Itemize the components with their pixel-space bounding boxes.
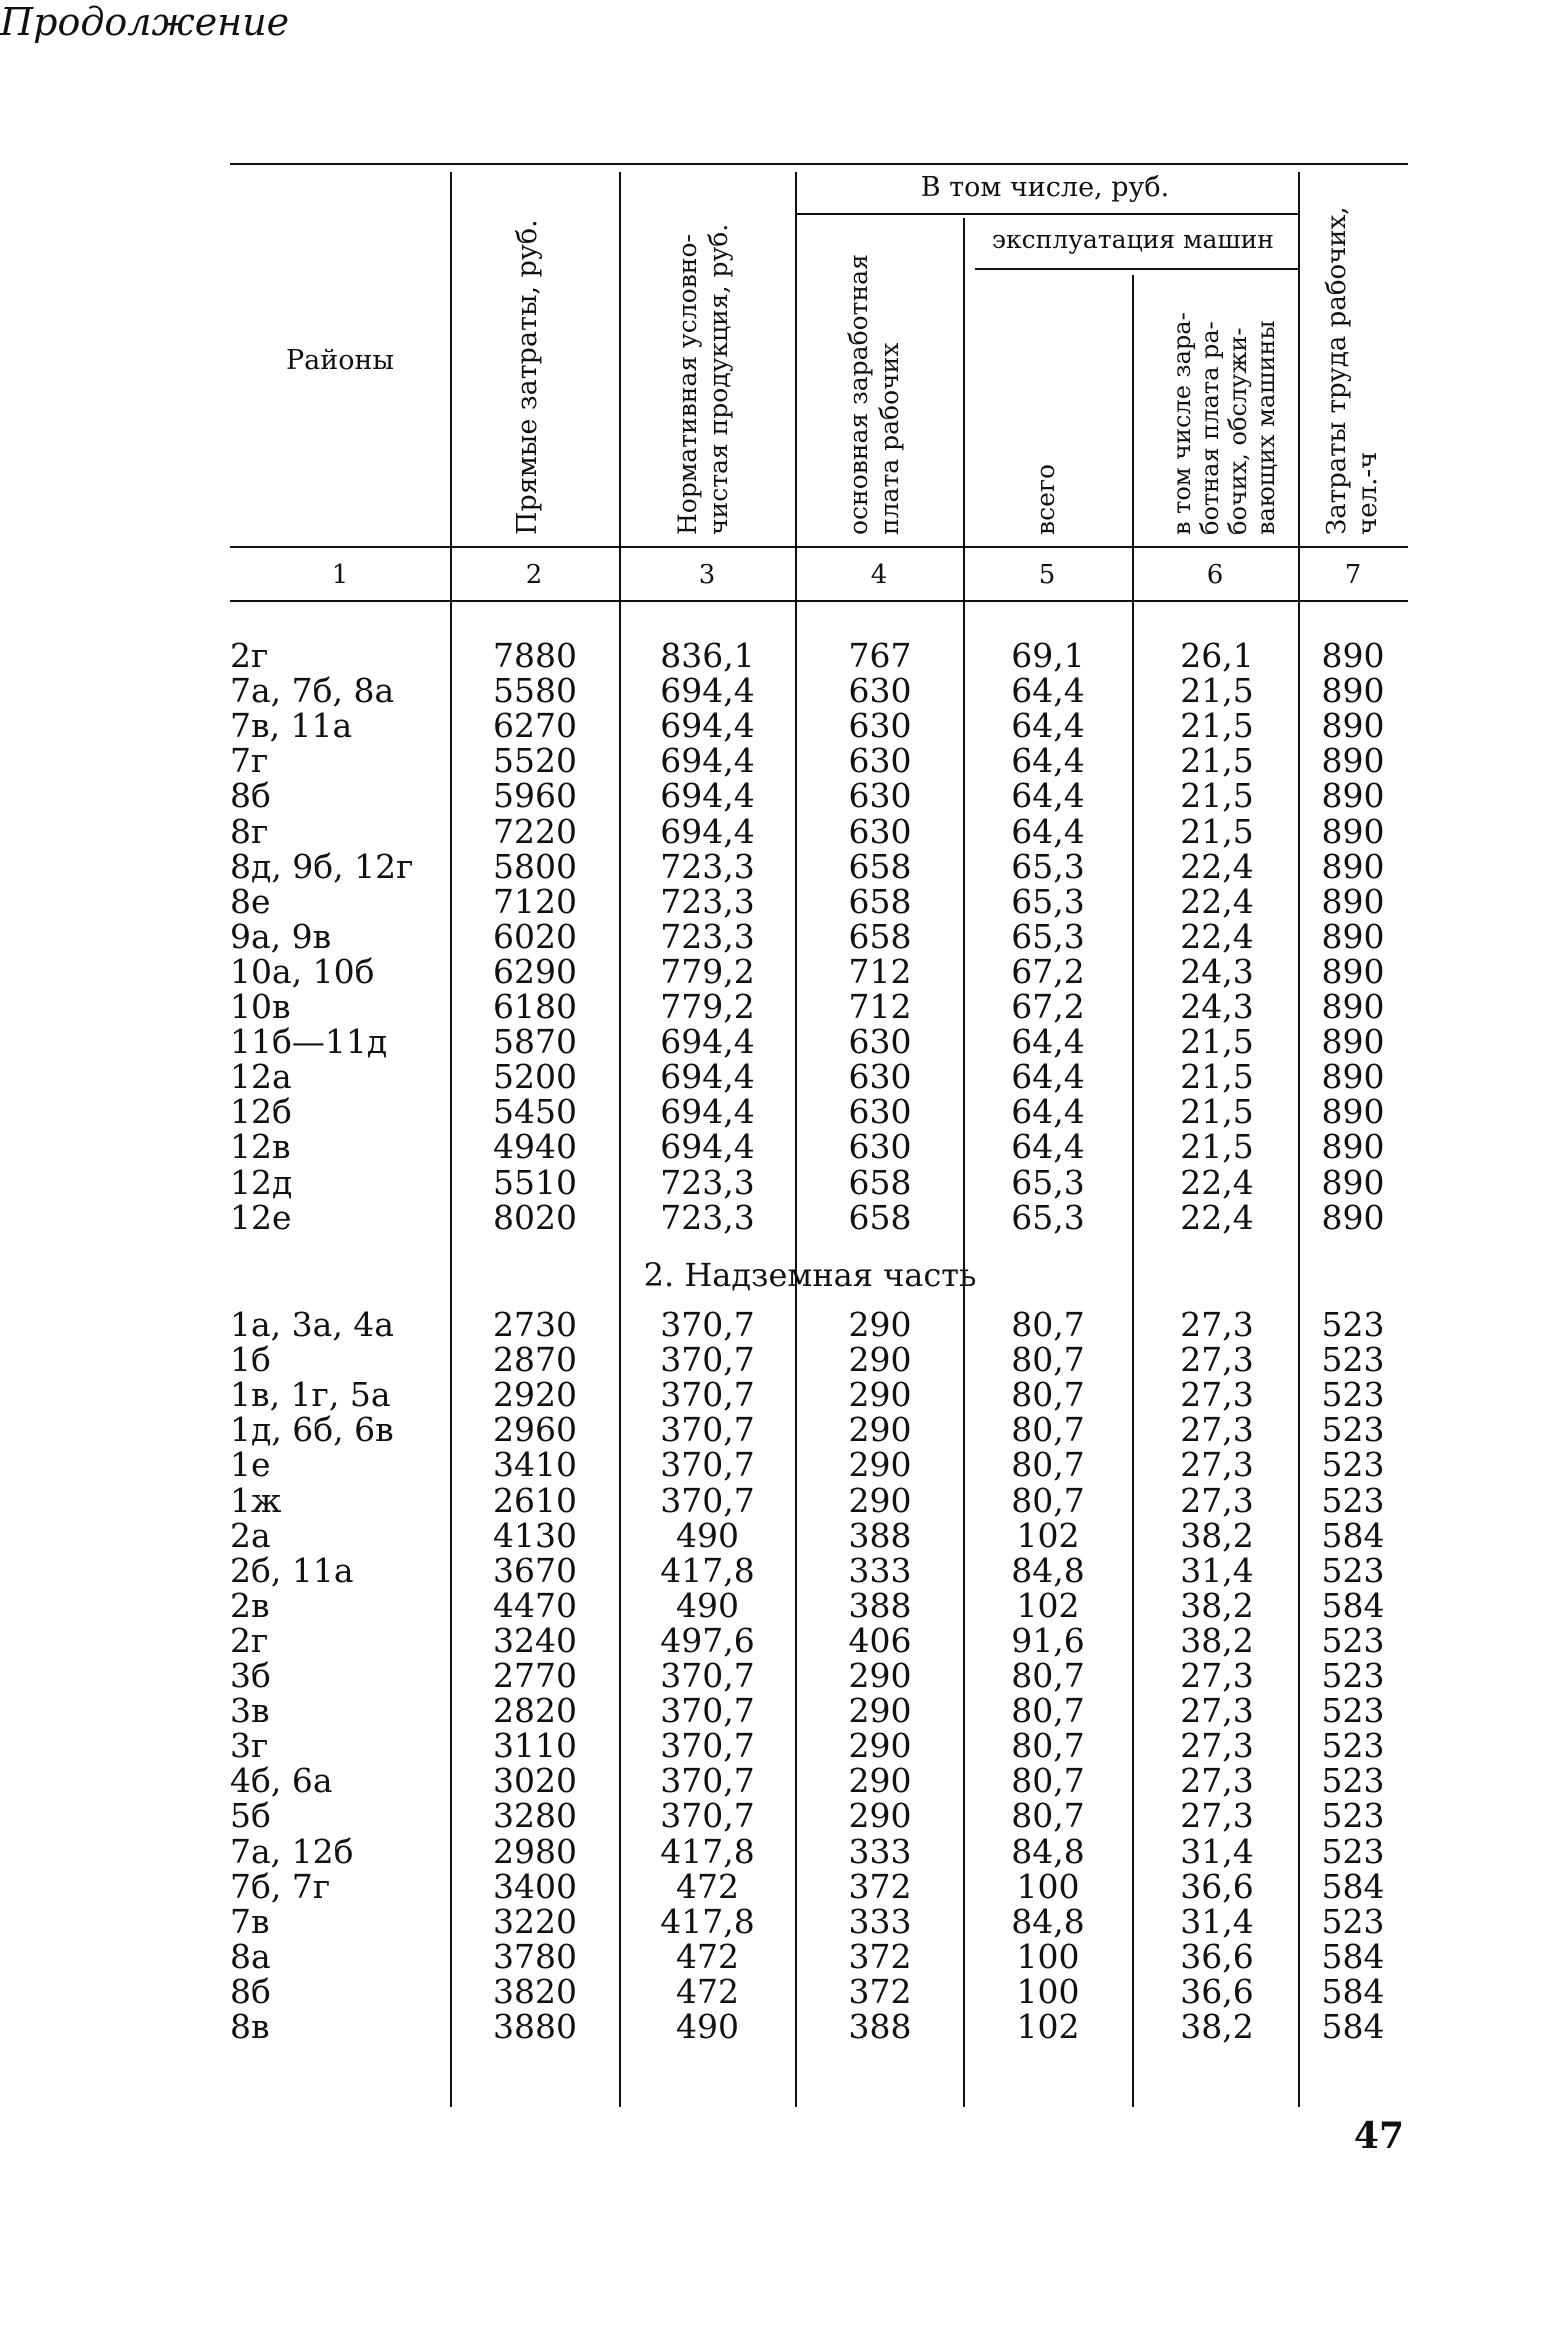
row-value-col5: 84,8 xyxy=(1011,1831,1085,1871)
row-value-col6: 38,2 xyxy=(1180,1585,1254,1625)
row-value-col5: 102 xyxy=(1016,2007,1080,2046)
row-value-col5: 80,7 xyxy=(1011,1305,1085,1344)
row-value-col4: 388 xyxy=(848,2007,912,2046)
row-value-col6: 22,4 xyxy=(1180,1197,1254,1237)
row-region: 2б, 11а xyxy=(230,1550,354,1590)
header-base-wage: основная заработная плата рабочих xyxy=(844,254,904,535)
row-value-col6: 38,2 xyxy=(1180,1620,1254,1660)
row-value-col7: 890 xyxy=(1321,671,1385,711)
row-value-col4: 290 xyxy=(848,1445,912,1485)
row-value-col3: 723,3 xyxy=(660,1162,755,1202)
row-value-col4: 372 xyxy=(848,1971,912,2011)
row-value-col7: 523 xyxy=(1321,1726,1385,1766)
row-value-col4: 658 xyxy=(848,881,912,921)
row-value-col2: 3410 xyxy=(493,1445,577,1485)
table-top-rule xyxy=(230,163,1408,165)
row-value-col7: 890 xyxy=(1321,706,1385,746)
row-value-col5: 91,6 xyxy=(1011,1620,1085,1660)
row-value-col5: 80,7 xyxy=(1011,1656,1085,1695)
row-value-col7: 890 xyxy=(1321,741,1385,781)
row-value-col7: 584 xyxy=(1321,1515,1385,1555)
row-value-col5: 65,3 xyxy=(1011,846,1085,886)
row-value-col5: 64,4 xyxy=(1011,1057,1085,1097)
row-value-col7: 890 xyxy=(1321,636,1385,675)
row-region: 2г xyxy=(230,636,269,675)
row-region: 4б, 6а xyxy=(230,1761,333,1801)
row-value-col2: 7220 xyxy=(493,811,577,851)
row-value-col3: 497,6 xyxy=(660,1620,755,1660)
row-value-col2: 3110 xyxy=(493,1726,577,1766)
colnum-1: 1 xyxy=(331,560,349,590)
row-value-col3: 836,1 xyxy=(660,636,755,675)
row-value-col6: 27,3 xyxy=(1180,1480,1254,1520)
row-value-col3: 490 xyxy=(676,1515,739,1555)
row-value-col3: 694,4 xyxy=(660,671,755,711)
row-value-col2: 6020 xyxy=(493,916,577,956)
row-value-col7: 523 xyxy=(1321,1375,1385,1415)
row-value-col2: 3400 xyxy=(493,1866,577,1906)
row-value-col3: 694,4 xyxy=(660,1092,755,1132)
row-value-col5: 80,7 xyxy=(1011,1480,1085,1520)
row-value-col7: 890 xyxy=(1321,916,1385,956)
row-value-col2: 5510 xyxy=(493,1162,577,1202)
row-value-col2: 2920 xyxy=(493,1375,577,1415)
row-value-col5: 80,7 xyxy=(1011,1410,1085,1450)
row-value-col7: 523 xyxy=(1321,1620,1385,1660)
subheader-rule-including xyxy=(795,213,1298,215)
header-normative-output: Нормативная условно- чистая продукция, руб. xyxy=(673,223,733,535)
row-value-col4: 290 xyxy=(848,1375,912,1415)
row-region: 12б xyxy=(230,1092,292,1132)
col-divider-1 xyxy=(450,172,452,2107)
section2-title: 2. Надземная часть xyxy=(643,1256,977,1294)
row-value-col6: 21,5 xyxy=(1180,1057,1254,1097)
col-divider-6 xyxy=(1298,172,1300,2107)
row-value-col4: 630 xyxy=(848,811,912,851)
row-value-col3: 694,4 xyxy=(660,706,755,746)
row-value-col2: 7880 xyxy=(493,636,577,675)
row-value-col3: 723,3 xyxy=(660,916,755,956)
row-value-col3: 417,8 xyxy=(660,1550,755,1590)
header-labor-costs: Затраты труда рабочих, чел.-ч xyxy=(1322,206,1383,535)
row-region: 1е xyxy=(230,1445,271,1485)
row-value-col5: 64,4 xyxy=(1011,1127,1085,1167)
row-region: 8б xyxy=(230,1971,271,2011)
row-value-col5: 65,3 xyxy=(1011,1162,1085,1202)
row-value-col5: 100 xyxy=(1016,1936,1080,1976)
row-value-col5: 80,7 xyxy=(1011,1796,1085,1836)
row-region: 11б—11д xyxy=(230,1022,388,1062)
row-value-col4: 290 xyxy=(848,1691,912,1731)
row-value-col5: 64,4 xyxy=(1011,741,1085,781)
row-value-col2: 8020 xyxy=(493,1197,577,1237)
row-region: 2а xyxy=(230,1515,271,1555)
row-region: 1а, 3а, 4а xyxy=(230,1305,394,1344)
row-value-col5: 80,7 xyxy=(1011,1761,1085,1801)
header-machine-wage: в том числе зара- ботная плата ра- бочих, обслужи- вающих машины xyxy=(1168,312,1280,535)
row-value-col3: 694,4 xyxy=(660,741,755,781)
row-value-col4: 630 xyxy=(848,671,912,711)
row-value-col3: 779,2 xyxy=(660,951,755,991)
row-region: 8а xyxy=(230,1936,271,1976)
row-value-col6: 21,5 xyxy=(1180,811,1254,851)
row-region: 2г xyxy=(230,1620,269,1660)
row-value-col5: 64,4 xyxy=(1011,1092,1085,1132)
row-value-col3: 472 xyxy=(676,1936,739,1976)
row-value-col6: 31,4 xyxy=(1180,1550,1254,1590)
row-value-col3: 694,4 xyxy=(660,1057,755,1097)
row-region: 7б, 7г xyxy=(230,1866,331,1906)
row-value-col7: 523 xyxy=(1321,1445,1385,1485)
row-value-col3: 370,7 xyxy=(660,1761,755,1801)
row-value-col6: 22,4 xyxy=(1180,1162,1254,1202)
row-value-col2: 2820 xyxy=(493,1691,577,1731)
row-value-col5: 65,3 xyxy=(1011,916,1085,956)
row-value-col4: 630 xyxy=(848,1092,912,1132)
row-value-col2: 3020 xyxy=(493,1761,577,1801)
row-value-col3: 490 xyxy=(676,2007,739,2046)
row-value-col3: 490 xyxy=(676,1585,739,1625)
row-value-col5: 102 xyxy=(1016,1515,1080,1555)
row-region: 12д xyxy=(230,1162,293,1202)
row-region: 7а, 12б xyxy=(230,1831,354,1871)
col-divider-4 xyxy=(963,218,965,2107)
row-value-col3: 370,7 xyxy=(660,1445,755,1485)
continuation-label: Продолжение xyxy=(0,0,290,44)
row-value-col3: 779,2 xyxy=(660,987,755,1026)
row-value-col5: 102 xyxy=(1016,1585,1080,1625)
row-value-col2: 5200 xyxy=(493,1057,577,1097)
row-value-col5: 80,7 xyxy=(1011,1445,1085,1485)
row-value-col3: 370,7 xyxy=(660,1726,755,1766)
colnum-3: 3 xyxy=(698,560,716,590)
row-value-col3: 370,7 xyxy=(660,1340,755,1380)
row-region: 10в xyxy=(230,987,291,1026)
row-value-col2: 3780 xyxy=(493,1936,577,1976)
row-value-col7: 890 xyxy=(1321,1092,1385,1132)
row-value-col3: 417,8 xyxy=(660,1831,755,1871)
row-value-col2: 3280 xyxy=(493,1796,577,1836)
row-value-col6: 21,5 xyxy=(1180,1022,1254,1062)
row-value-col6: 38,2 xyxy=(1180,1515,1254,1555)
row-value-col3: 417,8 xyxy=(660,1901,755,1941)
row-value-col7: 584 xyxy=(1321,1585,1385,1625)
row-value-col4: 290 xyxy=(848,1340,912,1380)
header-machine-operation: эксплуатация машин xyxy=(992,225,1274,254)
row-region: 5б xyxy=(230,1796,271,1836)
col-divider-5 xyxy=(1132,275,1134,2107)
row-value-col5: 65,3 xyxy=(1011,1197,1085,1237)
row-value-col5: 84,8 xyxy=(1011,1550,1085,1590)
row-region: 8б xyxy=(230,776,271,816)
row-value-col6: 26,1 xyxy=(1180,636,1254,675)
row-value-col6: 27,3 xyxy=(1180,1340,1254,1380)
row-value-col7: 890 xyxy=(1321,1057,1385,1097)
row-value-col4: 630 xyxy=(848,1057,912,1097)
colnum-6: 6 xyxy=(1206,560,1224,590)
row-value-col4: 388 xyxy=(848,1515,912,1555)
row-value-col7: 890 xyxy=(1321,811,1385,851)
row-value-col4: 712 xyxy=(848,951,912,991)
row-value-col4: 290 xyxy=(848,1305,912,1344)
row-value-col2: 2610 xyxy=(493,1480,577,1520)
row-value-col2: 5520 xyxy=(493,741,577,781)
row-value-col7: 890 xyxy=(1321,1197,1385,1237)
page-number: 47 xyxy=(1353,2115,1404,2157)
row-value-col4: 658 xyxy=(848,916,912,956)
row-value-col6: 27,3 xyxy=(1180,1375,1254,1415)
row-value-col4: 630 xyxy=(848,776,912,816)
row-value-col6: 27,3 xyxy=(1180,1726,1254,1766)
row-value-col4: 658 xyxy=(848,846,912,886)
row-value-col2: 5960 xyxy=(493,776,577,816)
row-value-col2: 5870 xyxy=(493,1022,577,1062)
row-value-col4: 333 xyxy=(848,1550,912,1590)
row-value-col7: 584 xyxy=(1321,1971,1385,2011)
row-value-col2: 4130 xyxy=(493,1515,577,1555)
row-value-col3: 694,4 xyxy=(660,776,755,816)
row-region: 8е xyxy=(230,881,271,921)
row-value-col6: 36,6 xyxy=(1180,1936,1254,1976)
colnum-7: 7 xyxy=(1344,560,1362,590)
row-value-col7: 523 xyxy=(1321,1305,1385,1344)
row-value-col7: 523 xyxy=(1321,1340,1385,1380)
row-region: 8в xyxy=(230,2007,270,2046)
row-region: 1д, 6б, 6в xyxy=(230,1410,394,1450)
subheader-rule-machines xyxy=(975,268,1298,270)
row-region: 8д, 9б, 12г xyxy=(230,846,414,886)
row-region: 12а xyxy=(230,1057,292,1097)
row-value-col5: 84,8 xyxy=(1011,1901,1085,1941)
row-value-col6: 22,4 xyxy=(1180,881,1254,921)
row-region: 7г xyxy=(230,741,269,781)
row-value-col5: 80,7 xyxy=(1011,1375,1085,1415)
row-value-col5: 64,4 xyxy=(1011,706,1085,746)
row-value-col7: 523 xyxy=(1321,1691,1385,1731)
row-value-col4: 630 xyxy=(848,1022,912,1062)
row-value-col3: 694,4 xyxy=(660,811,755,851)
row-value-col6: 27,3 xyxy=(1180,1796,1254,1836)
row-value-col5: 65,3 xyxy=(1011,881,1085,921)
row-value-col2: 3220 xyxy=(493,1901,577,1941)
row-region: 7а, 7б, 8а xyxy=(230,671,395,711)
row-value-col2: 2730 xyxy=(493,1305,577,1344)
row-value-col4: 630 xyxy=(848,741,912,781)
row-value-col6: 22,4 xyxy=(1180,846,1254,886)
row-region: 1ж xyxy=(230,1480,282,1520)
row-value-col7: 890 xyxy=(1321,951,1385,991)
row-value-col2: 5580 xyxy=(493,671,577,711)
row-value-col5: 100 xyxy=(1016,1866,1080,1906)
row-value-col4: 767 xyxy=(848,636,912,675)
row-value-col3: 370,7 xyxy=(660,1305,755,1344)
row-value-col4: 630 xyxy=(848,1127,912,1167)
row-value-col6: 27,3 xyxy=(1180,1761,1254,1801)
header-regions: Районы xyxy=(286,345,394,376)
row-value-col3: 723,3 xyxy=(660,881,755,921)
row-value-col3: 370,7 xyxy=(660,1480,755,1520)
row-value-col4: 333 xyxy=(848,1831,912,1871)
row-value-col4: 630 xyxy=(848,706,912,746)
row-value-col7: 890 xyxy=(1321,1022,1385,1062)
row-value-col2: 3880 xyxy=(493,2007,577,2046)
row-value-col3: 370,7 xyxy=(660,1375,755,1415)
row-value-col4: 290 xyxy=(848,1480,912,1520)
row-value-col3: 472 xyxy=(676,1866,739,1906)
row-value-col6: 21,5 xyxy=(1180,706,1254,746)
row-region: 3г xyxy=(230,1726,269,1766)
row-value-col3: 694,4 xyxy=(660,1127,755,1167)
row-value-col6: 36,6 xyxy=(1180,1866,1254,1906)
row-value-col2: 2980 xyxy=(493,1831,577,1871)
row-value-col2: 5450 xyxy=(493,1092,577,1132)
row-value-col6: 22,4 xyxy=(1180,916,1254,956)
row-value-col3: 723,3 xyxy=(660,846,755,886)
row-value-col2: 6270 xyxy=(493,706,577,746)
row-value-col6: 21,5 xyxy=(1180,1127,1254,1167)
row-value-col3: 472 xyxy=(676,1971,739,2011)
header-including: В том числе, руб. xyxy=(920,172,1170,203)
row-value-col6: 36,6 xyxy=(1180,1971,1254,2011)
row-value-col3: 723,3 xyxy=(660,1197,755,1237)
row-region: 3б xyxy=(230,1656,271,1695)
row-value-col6: 21,5 xyxy=(1180,741,1254,781)
row-value-col4: 290 xyxy=(848,1656,912,1695)
row-value-col4: 658 xyxy=(848,1197,912,1237)
row-value-col3: 370,7 xyxy=(660,1796,755,1836)
row-value-col7: 523 xyxy=(1321,1656,1385,1695)
header-direct-costs: Прямые затраты, руб. xyxy=(512,219,543,535)
row-value-col5: 80,7 xyxy=(1011,1340,1085,1380)
row-value-col6: 38,2 xyxy=(1180,2007,1254,2046)
row-value-col7: 890 xyxy=(1321,846,1385,886)
col-divider-2 xyxy=(619,172,621,2107)
row-value-col6: 27,3 xyxy=(1180,1656,1254,1695)
row-value-col5: 80,7 xyxy=(1011,1691,1085,1731)
row-value-col7: 890 xyxy=(1321,776,1385,816)
row-region: 1б xyxy=(230,1340,271,1380)
row-value-col7: 584 xyxy=(1321,2007,1385,2046)
row-value-col7: 523 xyxy=(1321,1550,1385,1590)
row-value-col2: 3820 xyxy=(493,1971,577,2011)
row-region: 2в xyxy=(230,1585,270,1625)
row-region: 7в, 11а xyxy=(230,706,353,746)
row-value-col2: 6180 xyxy=(493,987,577,1026)
row-value-col2: 3670 xyxy=(493,1550,577,1590)
row-value-col7: 584 xyxy=(1321,1866,1385,1906)
row-value-col2: 4940 xyxy=(493,1127,577,1167)
row-region: 3в xyxy=(230,1691,270,1731)
row-value-col4: 290 xyxy=(848,1796,912,1836)
row-value-col3: 370,7 xyxy=(660,1410,755,1450)
row-value-col7: 890 xyxy=(1321,1162,1385,1202)
row-value-col7: 523 xyxy=(1321,1410,1385,1450)
row-value-col3: 370,7 xyxy=(660,1656,755,1695)
row-value-col6: 27,3 xyxy=(1180,1691,1254,1731)
row-value-col4: 290 xyxy=(848,1726,912,1766)
row-value-col6: 27,3 xyxy=(1180,1445,1254,1485)
row-value-col2: 3240 xyxy=(493,1620,577,1660)
row-value-col4: 372 xyxy=(848,1936,912,1976)
row-value-col4: 712 xyxy=(848,987,912,1026)
row-region: 12в xyxy=(230,1127,291,1167)
row-region: 10а, 10б xyxy=(230,951,375,991)
header-total: всего xyxy=(1031,463,1060,535)
header-bottom-rule xyxy=(230,546,1408,548)
row-value-col2: 2870 xyxy=(493,1340,577,1380)
row-value-col6: 27,3 xyxy=(1180,1305,1254,1344)
row-value-col6: 24,3 xyxy=(1180,951,1254,991)
row-value-col4: 372 xyxy=(848,1866,912,1906)
row-value-col6: 31,4 xyxy=(1180,1901,1254,1941)
row-value-col7: 523 xyxy=(1321,1761,1385,1801)
row-value-col6: 21,5 xyxy=(1180,1092,1254,1132)
row-value-col5: 67,2 xyxy=(1011,951,1085,991)
row-value-col7: 890 xyxy=(1321,881,1385,921)
row-region: 7в xyxy=(230,1901,270,1941)
row-value-col7: 523 xyxy=(1321,1480,1385,1520)
row-value-col7: 584 xyxy=(1321,1936,1385,1976)
row-value-col5: 80,7 xyxy=(1011,1726,1085,1766)
row-value-col7: 523 xyxy=(1321,1901,1385,1941)
row-region: 8г xyxy=(230,811,269,851)
row-value-col2: 2770 xyxy=(493,1656,577,1695)
row-value-col5: 64,4 xyxy=(1011,671,1085,711)
row-value-col2: 6290 xyxy=(493,951,577,991)
row-value-col7: 890 xyxy=(1321,1127,1385,1167)
row-value-col2: 4470 xyxy=(493,1585,577,1625)
row-value-col4: 290 xyxy=(848,1761,912,1801)
row-value-col6: 24,3 xyxy=(1180,987,1254,1026)
row-value-col7: 523 xyxy=(1321,1831,1385,1871)
row-value-col5: 64,4 xyxy=(1011,1022,1085,1062)
row-value-col6: 31,4 xyxy=(1180,1831,1254,1871)
row-value-col5: 67,2 xyxy=(1011,987,1085,1026)
row-value-col2: 5800 xyxy=(493,846,577,886)
row-value-col7: 523 xyxy=(1321,1796,1385,1836)
row-value-col5: 100 xyxy=(1016,1971,1080,2011)
row-value-col6: 27,3 xyxy=(1180,1410,1254,1450)
row-value-col5: 69,1 xyxy=(1011,636,1085,675)
row-value-col4: 406 xyxy=(848,1620,912,1660)
colnum-5: 5 xyxy=(1038,560,1056,590)
row-region: 9а, 9в xyxy=(230,916,332,956)
row-value-col4: 290 xyxy=(848,1410,912,1450)
row-value-col5: 64,4 xyxy=(1011,811,1085,851)
row-value-col3: 370,7 xyxy=(660,1691,755,1731)
row-value-col6: 21,5 xyxy=(1180,671,1254,711)
colnum-4: 4 xyxy=(870,560,888,590)
colnum-2: 2 xyxy=(525,560,543,590)
colnum-bottom-rule xyxy=(230,600,1408,602)
row-value-col4: 333 xyxy=(848,1901,912,1941)
row-value-col2: 7120 xyxy=(493,881,577,921)
row-value-col3: 694,4 xyxy=(660,1022,755,1062)
row-value-col2: 2960 xyxy=(493,1410,577,1450)
row-region: 1в, 1г, 5а xyxy=(230,1375,391,1415)
row-value-col7: 890 xyxy=(1321,987,1385,1026)
row-value-col4: 658 xyxy=(848,1162,912,1202)
row-region: 12е xyxy=(230,1197,292,1237)
row-value-col5: 64,4 xyxy=(1011,776,1085,816)
row-value-col4: 388 xyxy=(848,1585,912,1625)
row-value-col6: 21,5 xyxy=(1180,776,1254,816)
col-divider-3 xyxy=(795,172,797,2107)
